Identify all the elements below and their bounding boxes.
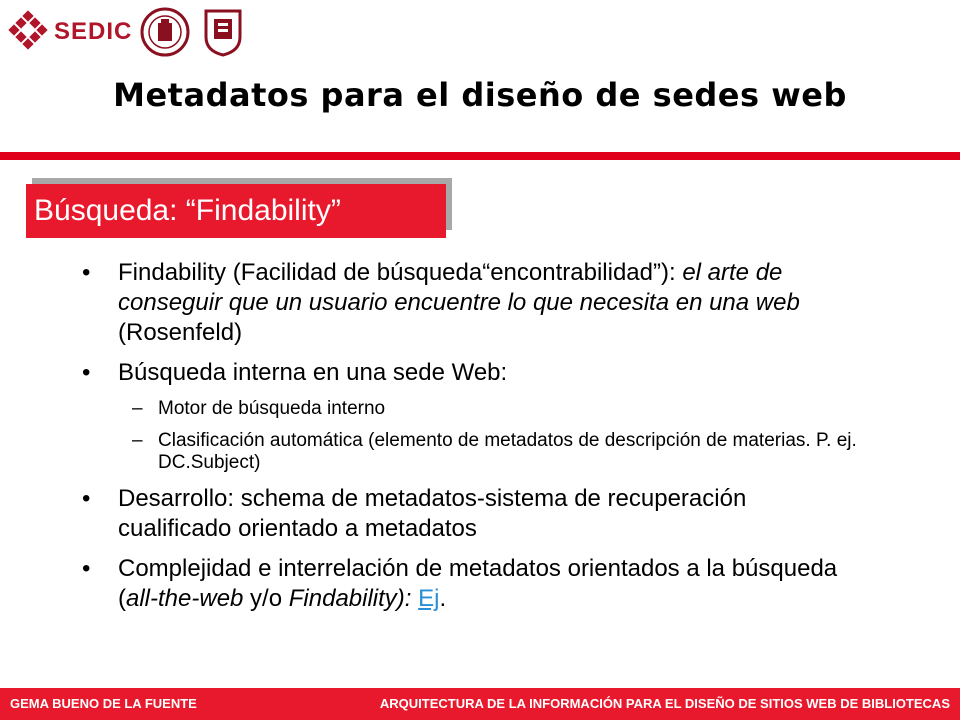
bullet-italic: el arte de conseguir que un usuario encuentre lo que necesita en una web: [118, 259, 800, 316]
bullet-text: Findability (Facilidad de búsqueda“encontrabilidad”):: [118, 259, 683, 286]
footer-course: ARQUITECTURA DE LA INFORMACIÓN PARA EL DISEÑO DE SITIOS WEB DE BIBLIOTECAS: [379, 696, 950, 711]
title-divider: [0, 152, 960, 160]
bullet-findability: [82, 258, 862, 348]
coat-of-arms-icon: [198, 7, 248, 57]
page-title: Metadatos para el diseño de sedes web: [113, 76, 847, 114]
header-logos: [6, 4, 248, 60]
sub-bullet-engine: – Motor de búsqueda interno: [82, 398, 862, 420]
footer-author: GEMA BUENO DE LA FUENTE: [10, 696, 197, 711]
bullet-complexity: [82, 554, 862, 614]
sedic-logo-text: SEDIC: [54, 18, 133, 45]
university-seal-icon: [140, 7, 190, 57]
bullet-text: y/o: [243, 585, 289, 612]
bullet-italic: Findability):: [288, 585, 412, 612]
bullet-development: • Desarrollo: schema de metadatos-sistema de recuperación cualificado orientado a metadatos: [82, 484, 862, 544]
bullet-text: Complejidad e interrelación de metadatos orientados a la búsqueda (: [118, 555, 838, 612]
bullet-text: .: [439, 585, 447, 612]
bullet-text: (Rosenfeld): [118, 319, 243, 346]
footer-bar: [0, 688, 960, 720]
sedic-logo-icon: [6, 10, 50, 54]
bullet-italic: all-the-web: [126, 585, 244, 612]
slide-content: [82, 258, 862, 624]
bullet-internal-search: • Búsqueda interna en una sede Web:: [82, 358, 862, 388]
example-link[interactable]: Ej: [418, 585, 440, 612]
sub-bullet-classification: – Clasificación automática (elemento de metadatos de descripción de materias. P. ej. DC.Subject): [82, 430, 862, 474]
section-subtitle: Búsqueda: “Findability”: [26, 184, 446, 238]
